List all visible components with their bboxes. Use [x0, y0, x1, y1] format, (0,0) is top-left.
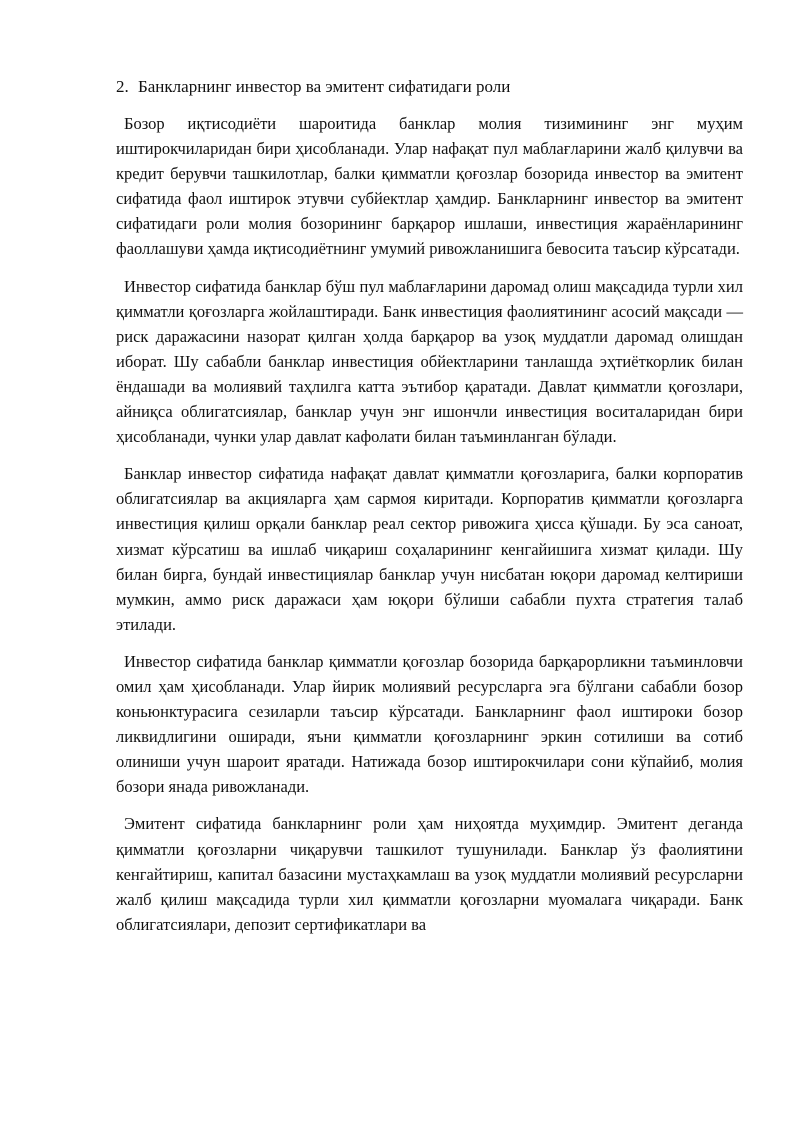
paragraph: Эмитент сифатида банкларнинг роли ҳам ниҳоятда муҳимдир. Эмитент деганда қимматли қоғозларни чиқарувчи ташкилот тушунилади. Банклар ўз фаолиятини кенгайтириш, капитал базасини мустаҳкамлаш ва узоқ муддатли молиявий ресурсларни жалб қилиш мақсадида турли хил қимматли қоғозларни муомалага чиқаради. Банк облигатсиялари, депозит сертификатлари ва: [116, 814, 743, 934]
section-number: 2.: [116, 77, 129, 96]
paragraph: Банклар инвестор сифатида нафақат давлат қимматли қоғозларига, балки корпоратив облигатсиялар ва акцияларга ҳам сармоя киритади. Корпоратив қимматли қоғозларга инвестиция қилиш орқали банклар реал сектор ривожига ҳисса қўшади. Бу эса саноат, хизмат кўрсатиш ва ишлаб чиқариш соҳаларининг кенгайишига хизмат қилади. Шу билан бирга, бундай инвестициялар банклар учун нисбатан юқори даромад келтириши мумкин, аммо риск даражаси ҳам юқори бўлиши сабабли пухта стратегия талаб этилади.: [116, 464, 743, 634]
document-body: [116, 111, 743, 937]
section-heading: [116, 76, 510, 98]
section-title: Банкларнинг инвестор ва эмитент сифатидаги роли: [138, 77, 511, 96]
paragraph: Бозор иқтисодиёти шароитида банклар молия тизимининг энг муҳим иштирокчиларидан бири ҳисобланади. Улар нафақат пул маблағларини жалб қилувчи ва кредит берувчи ташкилотлар, балки қимматли қоғозлар бозорида инвестор ва эмитент сифатида фаол иштирок этувчи субйектлар ҳамдир. Банкларнинг инвестор ва эмитент сифатидаги роли молия бозорининг барқарор ишлаши, инвестиция жараёнларининг фаоллашуви ҳамда иқтисодиётнинг умумий ривожланишига бевосита таъсир кўрсатади.: [116, 114, 743, 259]
paragraph: Инвестор сифатида банклар қимматли қоғозлар бозорида барқарорликни таъминловчи омил ҳам ҳисобланади. Улар йирик молиявий ресурсларга эга бўлгани сабабли бозор коньюнктурасига сезиларли таъсир кўрсатади. Банкларнинг фаол иштироки бозор ликвидлигини оширади, яъни қимматли қоғозларнинг эркин сотилиши ва сотиб олиниши учун шароит яратади. Натижада бозор иштирокчилари сони кўпайиб, молия бозори янада ривожланади.: [116, 651, 743, 797]
paragraph: Инвестор сифатида банклар бўш пул маблағларини даромад олиш мақсадида турли хил қимматли қоғозларга жойлаштиради. Банк инвестиция фаолиятининг асосий мақсади — риск даражасини назорат қилган ҳолда барқарор ва узоқ муддатли даромад олишдан иборат. Шу сабабли банклар инвестиция обйектларини танлашда эҳтиёткорлик билан ёндашади ва молиявий таҳлилга катта эътибор қаратади. Давлат қимматли қоғозлари, айниқса облигатсиялар, банклар учун энг ишончли инвестиция воситаларидан бири ҳисобланади, чунки улар давлат кафолати билан таъминланган бўлади.: [116, 276, 743, 447]
